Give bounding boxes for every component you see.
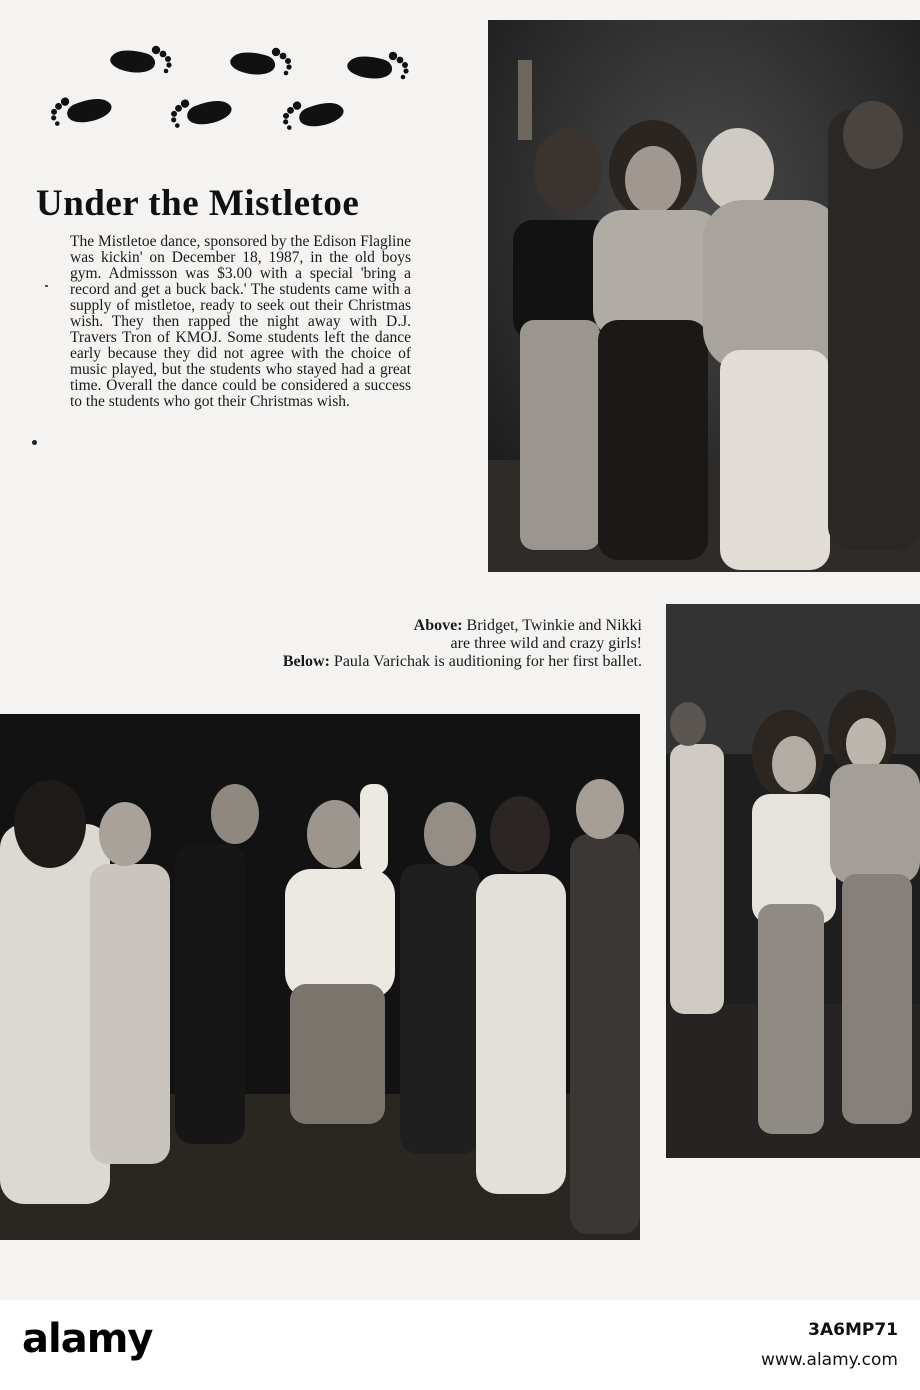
caption-above-text: Bridget, Twinkie and Nikki: [466, 617, 642, 634]
footprint-icon: [46, 89, 115, 132]
caption-below-label: Below:: [282, 653, 330, 670]
caption-above: [200, 617, 642, 635]
photo-top-right: [488, 20, 920, 572]
footprint-icon: [345, 48, 411, 84]
photo-middle-right: [666, 604, 920, 1158]
caption-above-label: Above:: [413, 617, 463, 634]
footprints-decoration: [40, 30, 420, 130]
caption-below-text: Paula Varichak is auditioning for her first ballet.: [333, 653, 642, 670]
photo-middle-right-image: [666, 604, 920, 1158]
footprint-icon: [278, 93, 347, 136]
photo-bottom-left: [0, 714, 640, 1240]
margin-bullet: [32, 440, 37, 445]
photo-top-right-image: [488, 20, 920, 572]
footprint-icon: [166, 91, 235, 134]
footprint-icon: [108, 42, 174, 78]
caption-below: [200, 653, 642, 671]
site-url: www.alamy.com: [760, 1350, 898, 1370]
page-title: Under the Mistletoe: [36, 182, 360, 224]
caption-above-text-2: are three wild and crazy girls!: [450, 635, 642, 652]
alamy-logo: alamy: [22, 1316, 153, 1362]
footprint-icon: [228, 44, 294, 80]
photo-captions: [200, 617, 642, 671]
photo-bottom-left-image: [0, 714, 640, 1240]
article-body: The Mistletoe dance, sponsored by the Edison Flagline was kickin' on December 18, 1987, in the old boys gym. Admissson was $3.00 with a special 'bring a record and get a buck back.' The students came with a supply of mistletoe, ready to seek out their Christmas wish. They then rapped the night away with D.J. Travers Tron of KMOJ. Some students left the dance early because they did not agree with the choice of music played, but the students who stayed had a great time. Overall the dance could be considered a success to the students who got their Christmas wish.: [70, 233, 411, 410]
margin-mark: [45, 285, 48, 287]
image-id: 3A6MP71: [808, 1320, 898, 1340]
